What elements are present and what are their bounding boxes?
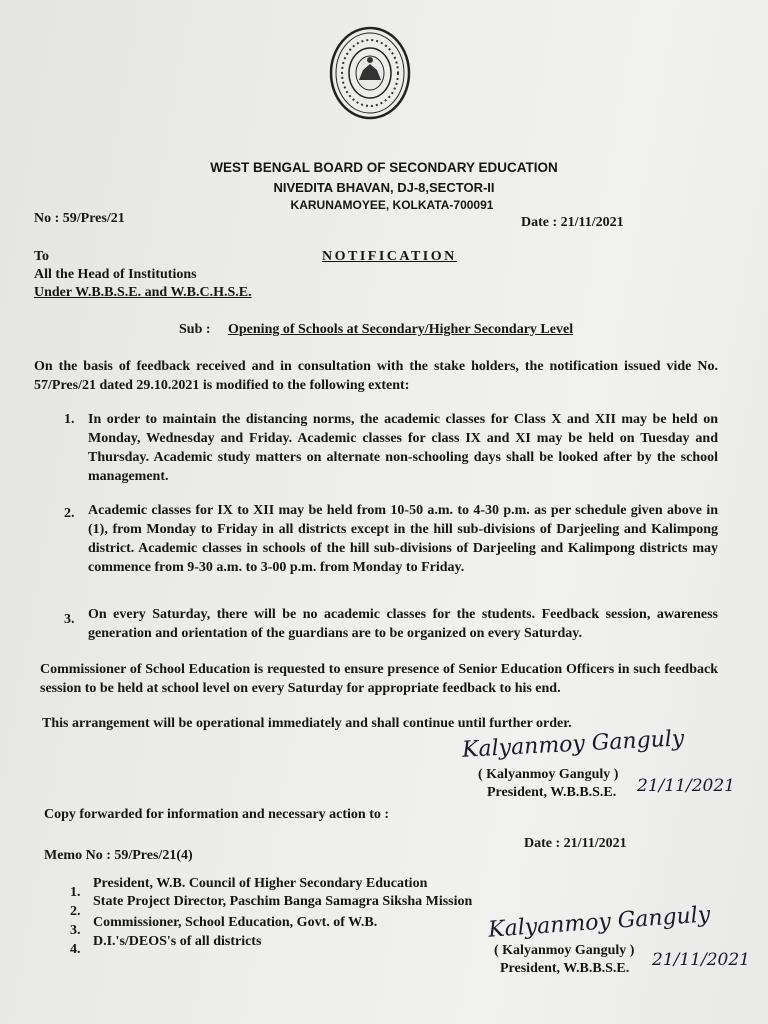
subject-label: Sub : [179, 322, 211, 337]
point-number: 2. [64, 506, 75, 521]
addressee-to: To [34, 249, 50, 264]
recipient-number: 3. [70, 923, 81, 938]
reference-number: No : 59/Pres/21 [34, 211, 125, 226]
recipient-number: 1. [70, 885, 81, 900]
board-address-line2: KARUNAMOYEE, KOLKATA-700091 [290, 198, 494, 212]
addressee-under: Under W.B.B.S.E. and W.B.C.H.S.E. [34, 285, 252, 300]
notice-date: Date : 21/11/2021 [521, 215, 624, 230]
intro-paragraph: On the basis of feedback received and in consultation with the stake holders, the notification issued vide No. 57/Pres/21 dated 29.10.2021 is modified to the following extent: [34, 359, 718, 393]
point-text: In order to maintain the distancing norms, the academic classes for Class X and XII may be held on Monday, Wednesday and Friday. Academic classes for class IX and XI may be held on Tuesday and Thursday. Academic study matters on alternate non-schooling days shall be looked after by the school management. [88, 412, 718, 484]
subject-text: Opening of Schools at Secondary/Higher Secondary Level [228, 322, 574, 337]
signatory-title: President, W.B.B.S.E. [487, 785, 617, 800]
handwritten-date: 21/11/2021 [652, 950, 750, 970]
board-seal-icon [329, 26, 411, 120]
recipient-item: Commissioner, School Education, Govt. of W.B. [93, 915, 378, 930]
point-text: Academic classes for IX to XII may be held from 10-50 a.m. to 4-30 p.m. as per schedule given above in (1), from Monday to Friday in all districts except in the hill sub-divisions of Darjeeling and Kalimpong district. Academic classes in schools of the hill sub-divisions of Darjeeling and Kalimpong districts may commence from 9-30 a.m. to 3-00 p.m. from Monday to Friday. [88, 503, 718, 575]
recipient-item: D.I.'s/DEOS's of all districts [93, 934, 262, 949]
signatory-title: President, W.B.B.S.E. [500, 961, 630, 976]
board-address-line1: NIVEDITA BHAVAN, DJ-8,SECTOR-II [273, 180, 495, 195]
signatory-name: ( Kalyanmoy Ganguly ) [494, 943, 635, 958]
recipient-number: 4. [70, 942, 81, 957]
memo-number: Memo No : 59/Pres/21(4) [44, 848, 193, 863]
signature-handwritten: Kalyanmoy Ganguly [461, 726, 685, 763]
signature-handwritten: Kalyanmoy Ganguly [487, 902, 712, 943]
arrangement-statement: This arrangement will be operational immediately and shall continue until further order. [42, 716, 572, 731]
signatory-name: ( Kalyanmoy Ganguly ) [478, 767, 619, 782]
notification-title: NOTIFICATION [322, 249, 457, 264]
recipient-item: President, W.B. Council of Higher Secondary Education [93, 876, 428, 891]
memo-date: Date : 21/11/2021 [524, 836, 627, 851]
addressee-line: All the Head of Institutions [34, 267, 197, 282]
handwritten-date: 21/11/2021 [637, 776, 735, 796]
recipient-item: State Project Director, Paschim Banga Samagra Siksha Mission [93, 894, 473, 909]
point-text: On every Saturday, there will be no academic classes for the students. Feedback session, awareness generation and orientation of the guardians are to be organized on every Saturday. [88, 607, 718, 641]
commissioner-paragraph: Commissioner of School Education is requested to ensure presence of Senior Education Officers in such feedback session to be held at school level on every Saturday for appropriate feedback to his end. [40, 662, 718, 696]
point-number: 1. [64, 412, 75, 427]
recipient-number: 2. [70, 904, 81, 919]
point-number: 3. [64, 612, 75, 627]
board-name: WEST BENGAL BOARD OF SECONDARY EDUCATION [210, 160, 558, 175]
copy-forwarded-line: Copy forwarded for information and necessary action to : [44, 807, 390, 822]
